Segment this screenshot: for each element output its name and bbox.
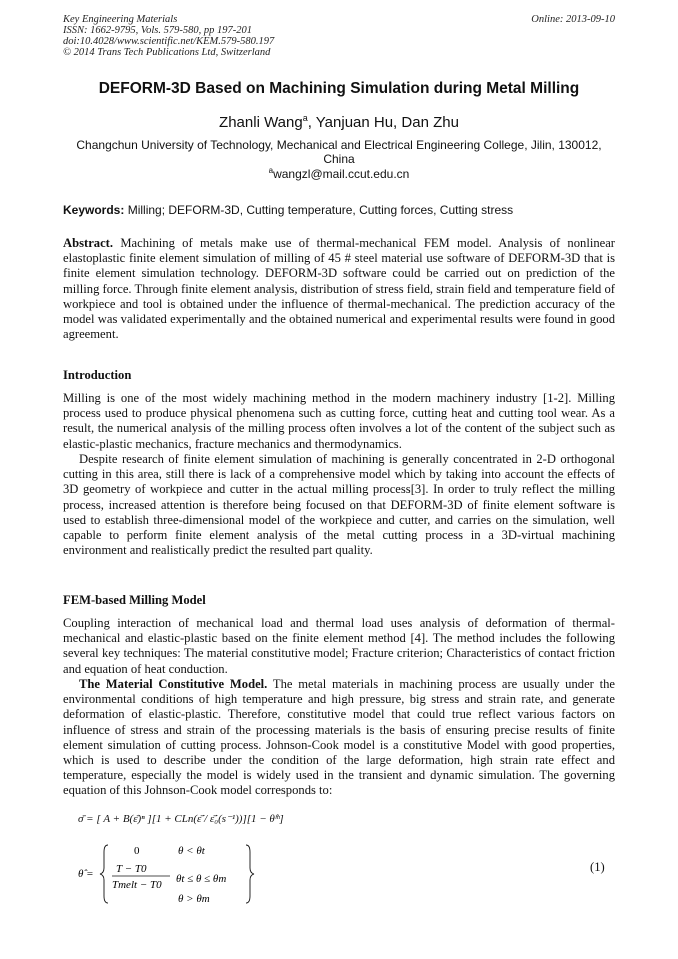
left-brace	[100, 845, 108, 903]
authors	[0, 113, 678, 131]
constitutive-model-label: The Material Constitutive Model.	[79, 677, 268, 691]
keywords	[63, 203, 615, 217]
case1-value: 0	[134, 845, 140, 857]
case2-numerator: T − T0	[116, 863, 147, 875]
equation-number: (1)	[590, 860, 605, 874]
introduction-heading: Introduction	[63, 368, 132, 382]
theta-hat-label: θ̂ =	[78, 868, 94, 880]
johnson-cook-equation: σ̄ = [ A + B(ε̄)ⁿ ][1 + CLn(ε̄̇ / ε̄̇₀(s⁻¹))][1 − θ̂ᵐ]	[78, 813, 284, 825]
email-sup: a	[268, 166, 274, 175]
online-date: Online: 2013-09-10	[531, 14, 615, 25]
fem-heading: FEM-based Milling Model	[63, 593, 206, 607]
fem-paragraph-1: Coupling interaction of mechanical load and thermal load uses analysis of deformation of thermal-mechanical and elastic-plastic based on the finite element method [4]. The method includes the following several key techniques: The material constitutive model; Fracture criterion; Characteristics of contact friction and equation of heat conduction.	[63, 616, 615, 676]
keywords-text: Milling; DEFORM-3D, Cutting temperature, Cutting forces, Cutting stress	[127, 203, 514, 217]
journal-name: Key Engineering Materials	[63, 14, 178, 25]
case1-condition: θ < θt	[178, 845, 205, 857]
email	[0, 166, 678, 181]
intro-paragraph-2: Despite research of finite element simulation of machining is generally concentrated in 2-D orthogonal cutting in this area, still there is lack of a comprehensive model which by taking into account the effects of 3D geometry of workpiece and cutter in the actual milling process[3]. In order to truly reflect the milling process, increased attention is therefore being focused on that DEFORM-3D of finite element software is used to establish three-dimensional model of the workpiece and cutter, and carries on the simulation, well capable to perform finite element analysis of the metal cutting process in a 3D-virtual machining environment and realistically predict the resulted part quality.	[63, 452, 615, 558]
keywords-label: Keywords:	[63, 203, 125, 217]
theta-hat-piecewise	[78, 842, 298, 906]
author-rest: , Yanjuan Hu, Dan Zhu	[307, 114, 459, 131]
doi-line: doi:10.4028/www.scientific.net/KEM.579-580.197	[63, 36, 275, 47]
paper-title: DEFORM-3D Based on Machining Simulation during Metal Milling	[98, 80, 580, 97]
abstract-text: Machining of metals make use of thermal-mechanical FEM model. Analysis of nonlinear elastoplastic finite element simulation of milling of 45 # steel material use software of DEFORM-3D that is finite element simulation technology. DEFORM-3D software could be carried out on prediction of the milling force. Through finite element analysis, distribution of stress field, strain field and temperature field of workpiece and tool is obtained under the influence of thermal-mechanical. The prediction accuracy of the model was validated experimentally and the obtained numerical and experimental results were found in good agreement.	[63, 236, 615, 342]
right-brace	[246, 845, 254, 903]
abstract-label: Abstract.	[63, 236, 114, 250]
intro-paragraph-1: Milling is one of the most widely machining method in the modern machinery industry [1-2]. Milling process used to produce physical phenomena such as cutting force, cutting heat and cutting tool wear. As a result, the numerical analysis of the milling process often involves a lot of the content of the subject such as elastic-plastic mechanics, fracture mechanics and thermodynamics.	[63, 391, 615, 451]
email-address: wangzl@mail.ccut.edu.cn	[273, 167, 410, 181]
case3-condition: θ > θm	[178, 893, 210, 905]
case2-condition: θt ≤ θ ≤ θm	[176, 873, 227, 885]
fem-paragraph-2	[63, 677, 615, 799]
abstract	[63, 236, 615, 342]
issn-line: ISSN: 1662-9795, Vols. 579-580, pp 197-201	[63, 25, 252, 36]
author-first-sup: a	[302, 113, 308, 123]
copyright-line: © 2014 Trans Tech Publications Ltd, Switzerland	[63, 47, 271, 58]
affiliation: Changchun University of Technology, Mechanical and Electrical Engineering College, Jilin, 130012, China	[76, 138, 602, 166]
constitutive-model-text: The metal materials in machining process are usually under the environmental conditions of high temperature and high pressure, big stress and strain rate, and generate deformation of elastic-plastic. Therefore, constitutive model that could true reflect various factors on influence of stress and strain of the processing materials is the basis of ensuring precise results of finite element simulation of cutting process. Johnson-Cook model is a constitutive Model with good properties, which is used to describe under the condition of the large deformation, high strain rate effect and temperature, especially the model is widely used in the transient and dynamic simulation. The governing equation of this Johnson-Cook model corresponds to:	[63, 677, 615, 798]
journal-header	[63, 14, 274, 58]
case2-denominator: Tmelt − T0	[112, 879, 162, 891]
author-first: Zhanli Wang	[219, 114, 303, 131]
